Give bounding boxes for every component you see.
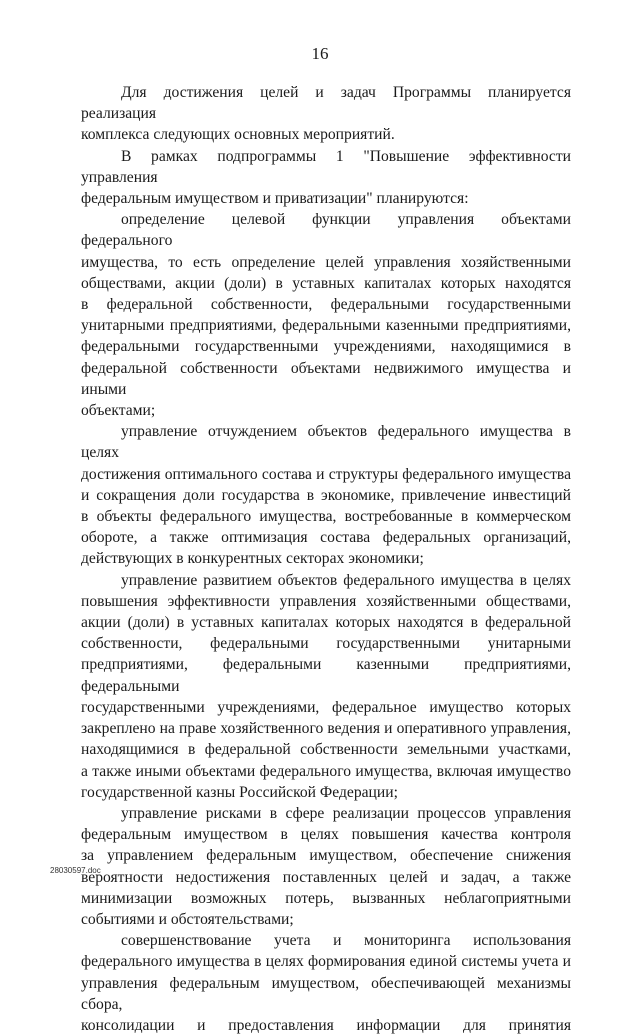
- text-line: федерального имущества в целях формирования единой системы учета и: [81, 953, 571, 971]
- footer-filename: 28030597.doc: [50, 866, 101, 875]
- text-line: акции (доли) в уставных капиталах которых находятся в федеральной: [81, 614, 571, 632]
- text-line: федеральным имуществом в целях повышения качества контроля: [81, 826, 571, 844]
- text-line: В рамках подпрограммы 1 "Повышение эффективности управления: [81, 147, 571, 186]
- text-line: управление развитием объектов федерального имущества в целях: [121, 571, 571, 589]
- text-line: совершенствование учета и мониторинга использования: [121, 932, 571, 950]
- text-line: объектами;: [81, 402, 156, 420]
- text-line: федеральными государственными учреждениями, находящимися в: [81, 338, 571, 356]
- text-line: в объекты федерального имущества, востребованные в коммерческом: [81, 508, 571, 526]
- text-line: федеральной собственности объектами недвижимого имущества и иными: [81, 359, 571, 398]
- text-line: за управлением федеральным имуществом, обеспечение снижения: [81, 847, 571, 865]
- text-line: федеральным имуществом и приватизации" планируются:: [81, 190, 469, 208]
- paragraph: [81, 146, 571, 210]
- paragraph: [81, 930, 571, 1036]
- text-line: управления федеральным имуществом, обеспечивающей механизмы сбора,: [81, 974, 571, 1013]
- text-line: и сокращения доли государства в экономике, привлечение инвестиций: [81, 486, 571, 504]
- paragraph: [81, 421, 571, 569]
- paragraph: [81, 209, 571, 421]
- document-body: [81, 82, 571, 1036]
- text-line: консолидации и предоставления информации для принятия: [81, 1016, 571, 1034]
- text-line: собственности, федеральными государственными унитарными: [81, 635, 571, 653]
- text-line: комплекса следующих основных мероприятий.: [81, 126, 395, 144]
- text-line: достижения оптимального состава и структуры федерального имущества: [81, 465, 571, 483]
- text-line: управление отчуждением объектов федерального имущества в целях: [81, 423, 571, 462]
- text-line: закреплено на праве хозяйственного ведения и оперативного управления,: [81, 720, 571, 738]
- paragraph: [81, 570, 571, 803]
- text-line: а также иными объектами федерального имущества, включая имущество: [81, 762, 571, 780]
- paragraph: [81, 803, 571, 930]
- page-number: 16: [311, 44, 329, 63]
- text-line: вероятности недостижения поставленных целей и задач, а также: [81, 868, 571, 886]
- text-line: определение целевой функции управления объектами федерального: [81, 211, 571, 250]
- text-line: находящимися в федеральной собственности земельными участками,: [81, 741, 571, 759]
- text-line: обороте, а также оптимизация состава федеральных организаций,: [81, 529, 571, 547]
- paragraph: [81, 82, 571, 146]
- text-line: государственными учреждениями, федеральное имущество которых: [81, 698, 571, 716]
- text-line: унитарными предприятиями, федеральными казенными предприятиями,: [81, 317, 571, 335]
- text-line: событиями и обстоятельствами;: [81, 910, 294, 928]
- text-line: имущества, то есть определение целей управления хозяйственными: [81, 253, 571, 271]
- text-line: Для достижения целей и задач Программы планируется реализация: [81, 84, 571, 123]
- text-line: минимизации возможных потерь, вызванных неблагоприятными: [81, 889, 571, 907]
- text-line: действующих в конкурентных секторах экономики;: [81, 550, 424, 568]
- text-line: в федеральной собственности, федеральными государственными: [81, 296, 571, 314]
- text-line: государственной казны Российской Федерации;: [81, 783, 398, 801]
- text-line: обществами, акции (доли) в уставных капиталах которых находятся: [81, 274, 571, 292]
- text-line: управление рисками в сфере реализации процессов управления: [121, 804, 571, 822]
- text-line: предприятиями, федеральными казенными предприятиями, федеральными: [81, 656, 571, 695]
- text-line: повышения эффективности управления хозяйственными обществами,: [81, 592, 571, 610]
